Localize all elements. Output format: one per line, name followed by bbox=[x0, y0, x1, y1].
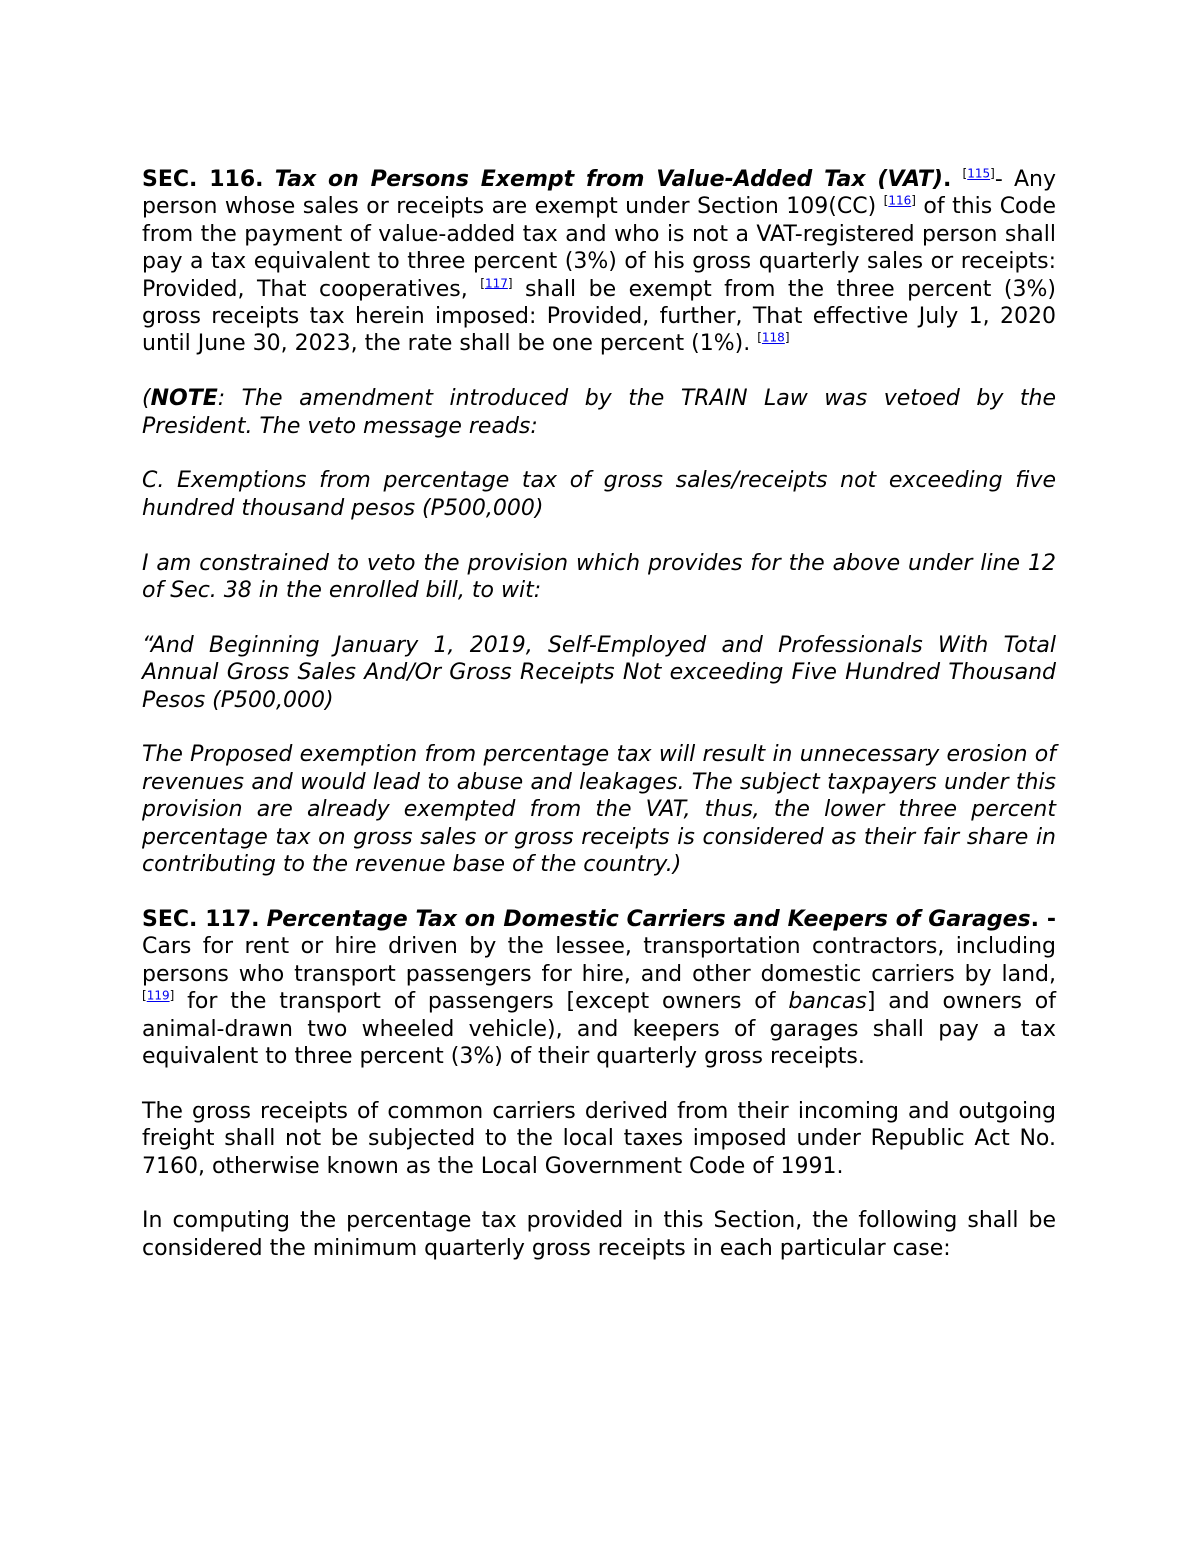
veto-heading: C. Exemptions from percentage tax of gross sales/receipts not exceeding five hundred thousand pesos (P500,000) bbox=[142, 468, 1056, 521]
section-116-text-3: shall be exempt from the three percent (3%) gross receipts tax herein imposed: Provided, further, That effective July 1, 2020 until June 30, 2023, the rate shall be one percent (1%). bbox=[142, 276, 1056, 357]
section-116-title-end: . bbox=[942, 167, 952, 192]
note-open-paren: ( bbox=[142, 386, 151, 412]
note-paragraph bbox=[142, 385, 1056, 440]
section-117-paragraph-3: In computing the percentage tax provided in this Section, the following shall be considered the minimum quarterly gross receipts in each particular case: bbox=[142, 1208, 1056, 1261]
section-116-text-1: Any person whose sales or receipts are exempt under Section 109(CC) bbox=[142, 167, 1056, 220]
document-page bbox=[142, 166, 1056, 1290]
section-116-number: SEC. 116. bbox=[142, 167, 264, 192]
section-116-paragraph bbox=[142, 166, 1056, 358]
section-116-title: Tax on Persons Exempt from Value-Added Tax (VAT) bbox=[274, 167, 943, 192]
veto-paragraph-1: I am constrained to veto the provision which provides for the above under line 12 of Sec. 38 in the enrolled bill, to wit: bbox=[142, 550, 1056, 604]
section-117-text-3: ] and owners of animal-drawn two wheeled vehicle), and keepers of garages shall pay a tax equivalent to three percent (3%) of their quarterly gross receipts. bbox=[142, 989, 1057, 1069]
section-117-title: Percentage Tax on Domestic Carriers and Keepers of Garages bbox=[266, 906, 1031, 932]
footnote-119-link[interactable]: 119 bbox=[146, 988, 170, 1003]
footnote-115[interactable]: [115] bbox=[962, 166, 995, 181]
section-117-bancas: bancas bbox=[788, 989, 867, 1015]
note-label: NOTE bbox=[150, 386, 218, 412]
section-117-text-1: Cars for rent or hire driven by the lessee, transportation contractors, including persons who transport passengers for hire, and other domestic carriers by land, bbox=[142, 934, 1056, 987]
veto-paragraph-2: The Proposed exemption from percentage tax will result in unnecessary erosion of revenues and would lead to abuse and leakages. The subject taxpayers under this provision are already exempted from the VAT, thus, the lower three percent percentage tax on gross sales or gross receipts is considered as their fair share in contributing to the revenue base of the country.) bbox=[142, 742, 1056, 878]
section-117-paragraph bbox=[142, 906, 1056, 1070]
footnote-117[interactable]: [117] bbox=[480, 276, 513, 291]
note-text: : The amendment introduced by the TRAIN Law was vetoed by the President. The veto message reads: bbox=[142, 386, 1056, 439]
section-117-text-2: for the transport of passengers [except owners of bbox=[187, 989, 776, 1015]
footnote-116[interactable]: [116] bbox=[883, 194, 916, 209]
section-117-number: SEC. 117. bbox=[142, 906, 260, 932]
veto-quote: “And Beginning January 1, 2019, Self-Employed and Professionals With Total Annual Gross Sales And/Or Gross Receipts Not exceeding Five Hundred Thousand Pesos (P500,000) bbox=[142, 632, 1056, 713]
section-116-dash: - bbox=[994, 167, 1003, 192]
footnote-118[interactable]: [118] bbox=[757, 331, 790, 346]
section-116-text-2: of this Code from the payment of value-added tax and who is not a VAT-registered person shall pay a tax equivalent to three percent (3%) of his gross quarterly sales or receipts: Provided, That cooperatives, bbox=[142, 194, 1057, 302]
footnote-115-link[interactable]: 115 bbox=[967, 166, 991, 181]
footnote-117-link[interactable]: 117 bbox=[484, 276, 508, 291]
section-117-paragraph-2: The gross receipts of common carriers derived from their incoming and outgoing freight shall not be subjected to the local taxes imposed under Republic Act No. 7160, otherwise known as the Local Government Code of 1991. bbox=[142, 1098, 1056, 1179]
footnote-119[interactable]: [119] bbox=[142, 988, 175, 1003]
footnote-116-link[interactable]: 116 bbox=[888, 194, 912, 209]
footnote-118-link[interactable]: 118 bbox=[761, 331, 785, 346]
section-117-title-end: . - bbox=[1030, 906, 1056, 932]
